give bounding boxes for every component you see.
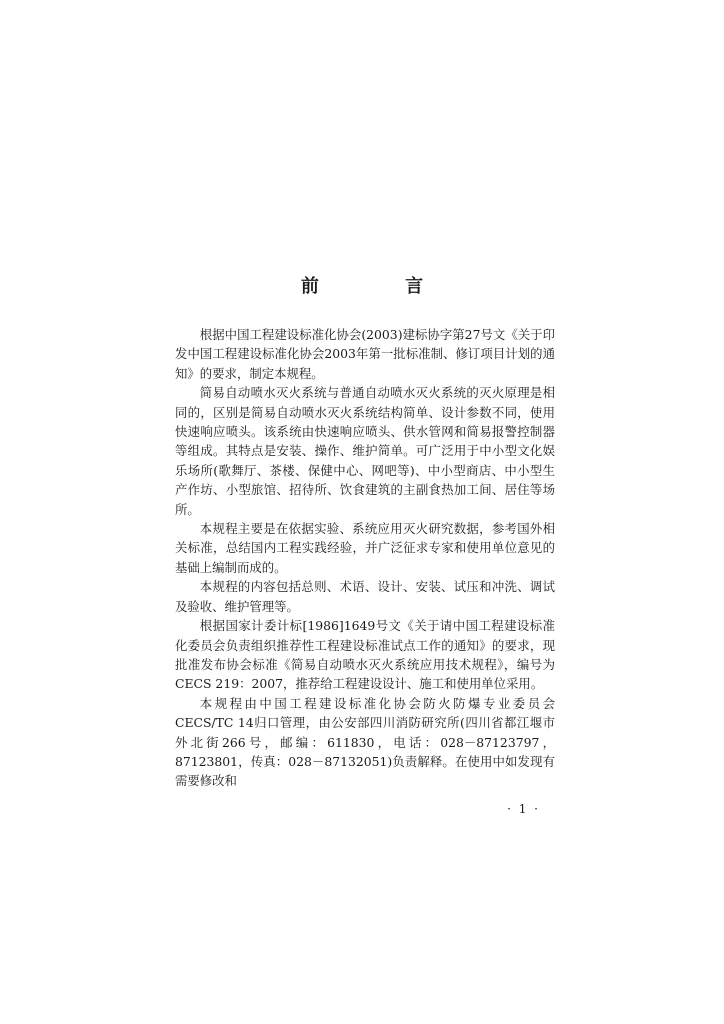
paragraph: 本规程的内容包括总则、术语、设计、安装、试压和冲洗、调试及验收、维护管理等。 [175,579,555,614]
paragraph: 本规程由中国工程建设标准化协会防火防爆专业委员会CECS/TC 14归口管理，由公安部四川消防研究所(四川省都江堰市外北街266号，邮编：611830，电话：028－87123797，87123801，传真：028－87132051)负责解释。在使用中如发现有需要修改和 [175,695,555,789]
page-number: · 1 · [507,802,540,816]
body-text [175,325,555,791]
paragraph: 简易自动喷水灭火系统与普通自动喷水灭火系统的灭火原理是相同的，区别是简易自动喷水灭火系统结构简单、设计参数不同，使用快速响应喷头。该系统由快速响应喷头、供水管网和简易报警控制器等组成。其特点是安装、操作、维护简单。可广泛用于中小型文化娱乐场所(歌舞厅、茶楼、保健中心、网吧等)、中小型商店、中小型生产作坊、小型旅馆、招待所、饮食建筑的主副食热加工间、居住等场所。 [175,385,555,517]
paragraph: 根据国家计委计标[1986]1649号文《关于请中国工程建设标准化委员会负责组织推荐性工程建设标准试点工作的通知》的要求，现批准发布协会标准《简易自动喷水灭火系统应用技术规程》，编号为CECS 219：2007，推荐给工程建设设计、施工和使用单位采用。 [175,618,555,692]
paragraph: 根据中国工程建设标准化协会(2003)建标协字第27号文《关于印发中国工程建设标准化协会2003年第一批标准制、修订项目计划的通知》的要求，制定本规程。 [175,327,555,381]
paragraph: 本规程主要是在依据实验、系统应用灭火研究数据，参考国外相关标准，总结国内工程实践经验，并广泛征求专家和使用单位意见的基础上编制而成的。 [175,521,555,575]
page-title: 前 言 [300,276,464,297]
